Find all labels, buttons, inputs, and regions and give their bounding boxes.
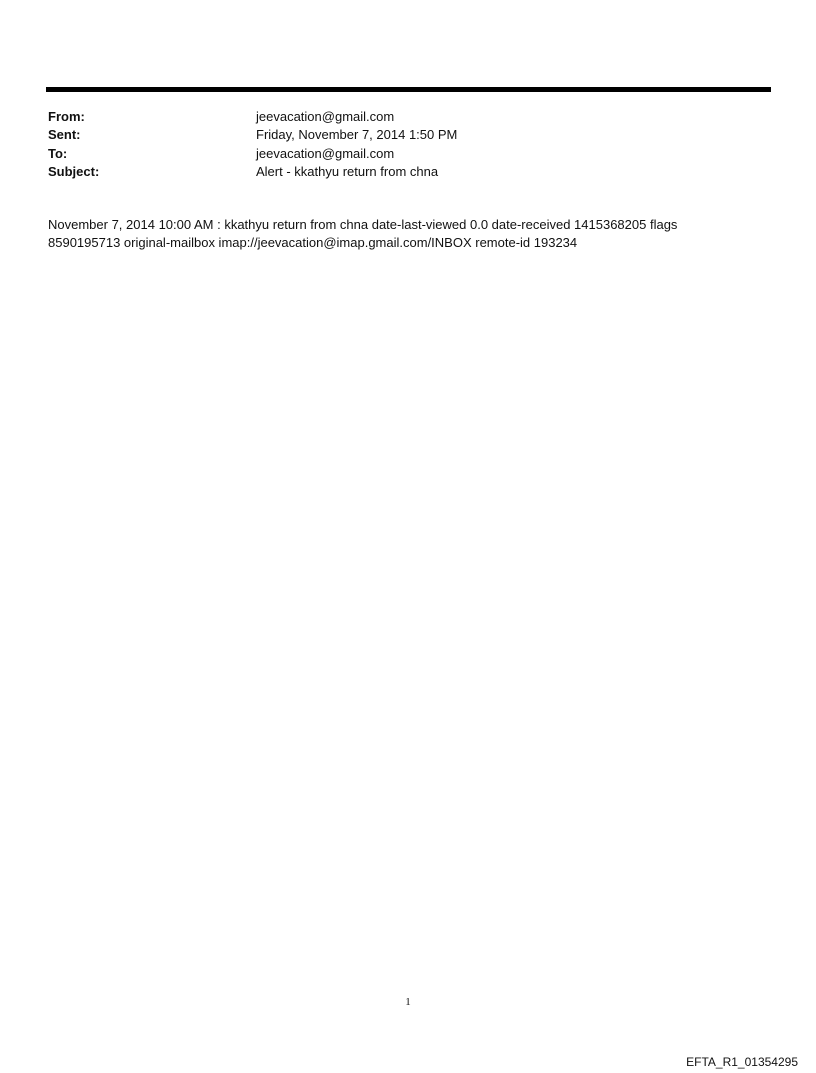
document-id-stamp: EFTA_R1_01354295: [686, 1055, 798, 1069]
header-row-from: [48, 107, 748, 126]
header-row-subject: [48, 163, 748, 182]
subject-value: Alert - kkathyu return from chna: [256, 164, 439, 180]
to-label: To:: [48, 145, 68, 161]
email-header-block: [48, 107, 748, 181]
to-value: jeevacation@gmail.com: [256, 145, 395, 161]
from-label: From:: [48, 108, 85, 124]
subject-label: Subject:: [48, 164, 100, 180]
header-divider-rule: [46, 87, 771, 92]
email-body: [48, 216, 748, 252]
email-body-line: November 7, 2014 10:00 AM : kkathyu return from chna date-last-viewed 0.0 date-received 1415368205 flags: [48, 217, 678, 232]
email-body-line: 8590195713 original-mailbox imap://jeevacation@imap.gmail.com/INBOX remote-id 193234: [48, 235, 578, 250]
sent-label: Sent:: [48, 127, 81, 143]
page-number: 1: [405, 996, 411, 1008]
header-row-to: [48, 144, 748, 163]
from-value: jeevacation@gmail.com: [256, 108, 395, 124]
sent-value: Friday, November 7, 2014 1:50 PM: [256, 127, 458, 143]
header-row-sent: [48, 126, 748, 145]
